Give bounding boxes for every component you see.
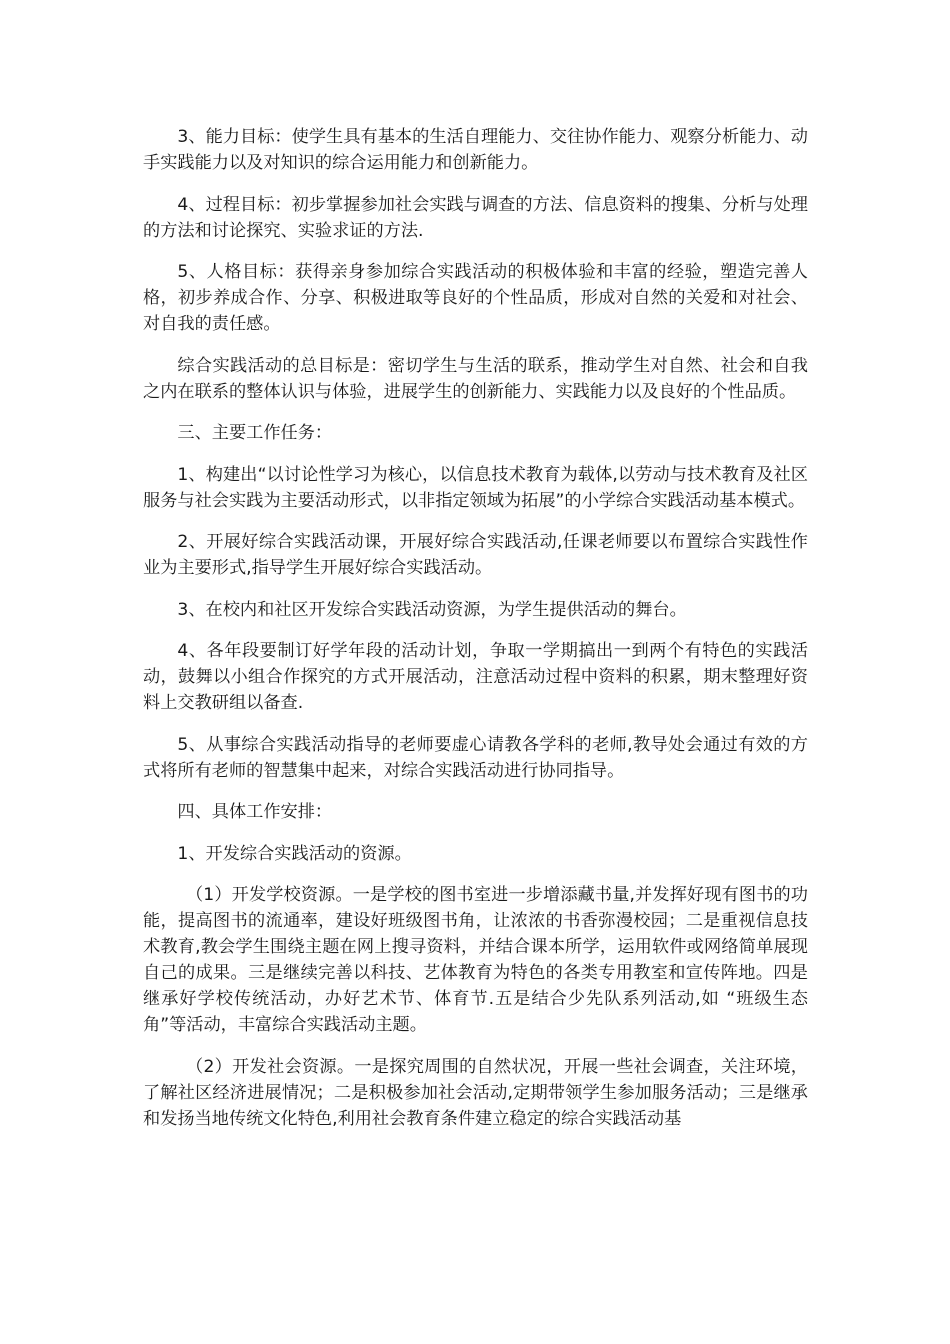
subheading-develop-resources: 1、开发综合实践活动的资源。 (177, 843, 412, 864)
paragraph-process-goal: 4、过程目标：初步掌握参加社会实践与调查的方法、信息资料的搜集、分析与处理的方法和讨论探究、实验求证的方法. (143, 194, 808, 241)
paragraph-task-5: 5、从事综合实践活动指导的老师要虚心请教各学科的老师,教导处会通过有效的方式将所有老师的智慧集中起来，对综合实践活动进行协同指导。 (143, 734, 808, 781)
paragraph-ability-goal: 3、能力目标：使学生具有基本的生活自理能力、交往协作能力、观察分析能力、动手实践能力以及对知识的综合运用能力和创新能力。 (143, 127, 808, 173)
section-heading-work-arrangement: 四、具体工作安排： (177, 802, 333, 822)
paragraph-task-4: 4、各年段要制订好学年段的活动计划，争取一学期搞出一到两个有特色的实践活动，鼓舞以小组合作探究的方式开展活动，注意活动过程中资料的积累，期末整理好资料上交教研组以备查. (143, 641, 808, 713)
paragraph-school-resources: （1）开发学校资源。一是学校的图书室进一步增添藏书量,并发挥好现有图书的功能，提高图书的流通率，建设好班级图书角，让浓浓的书香弥漫校园；二是重视信息技术教育,教会学生围绕主题在网上搜寻资料，并结合课本所学，运用软件或网络简单展现自己的成果。三是继续完善以科技、艺体教育为特色的各类专用教室和宣传阵地。四是继承好学校传统活动，办好艺术节、体育节.五是结合少先队系列活动,如 “班级生态角”等活动，丰富综合实践活动主题。 (143, 885, 808, 1035)
paragraph-task-1: 1、构建出“以讨论性学习为核心，以信息技术教育为载体,以劳动与技术教育及社区服务与社会实践为主要活动形式，以非指定领域为拓展”的小学综合实践活动基本模式。 (143, 464, 808, 511)
paragraph-personality-goal: 5、人格目标：获得亲身参加综合实践活动的积极体验和丰富的经验，塑造完善人格，初步养成合作、分享、积极进取等良好的个性品质，形成对自然的关爱和对社会、对自我的责任感。 (143, 262, 808, 334)
paragraph-social-resources: （2）开发社会资源。一是探究周围的自然状况，开展一些社会调查，关注环境，了解社区经济进展情况；二是积极参加社会活动,定期带领学生参加服务活动；三是继承和发扬当地传统文化特色,利用社会教育条件建立稳定的综合实践活动基 (143, 1056, 808, 1129)
paragraph-task-2: 2、开展好综合实践活动课，开展好综合实践活动,任课老师要以布置综合实践性作业为主要形式,指导学生开展好综合实践活动。 (143, 532, 808, 578)
section-heading-main-tasks: 三、主要工作任务： (177, 423, 333, 443)
document-page (143, 124, 808, 1147)
paragraph-task-3: 3、在校内和社区开发综合实践活动资源，为学生提供活动的舞台。 (177, 599, 687, 620)
paragraph-overall-goal: 综合实践活动的总目标是：密切学生与生活的联系，推动学生对自然、社会和自我之内在联系的整体认识与体验，进展学生的创新能力、实践能力以及良好的个性品质。 (143, 355, 808, 402)
